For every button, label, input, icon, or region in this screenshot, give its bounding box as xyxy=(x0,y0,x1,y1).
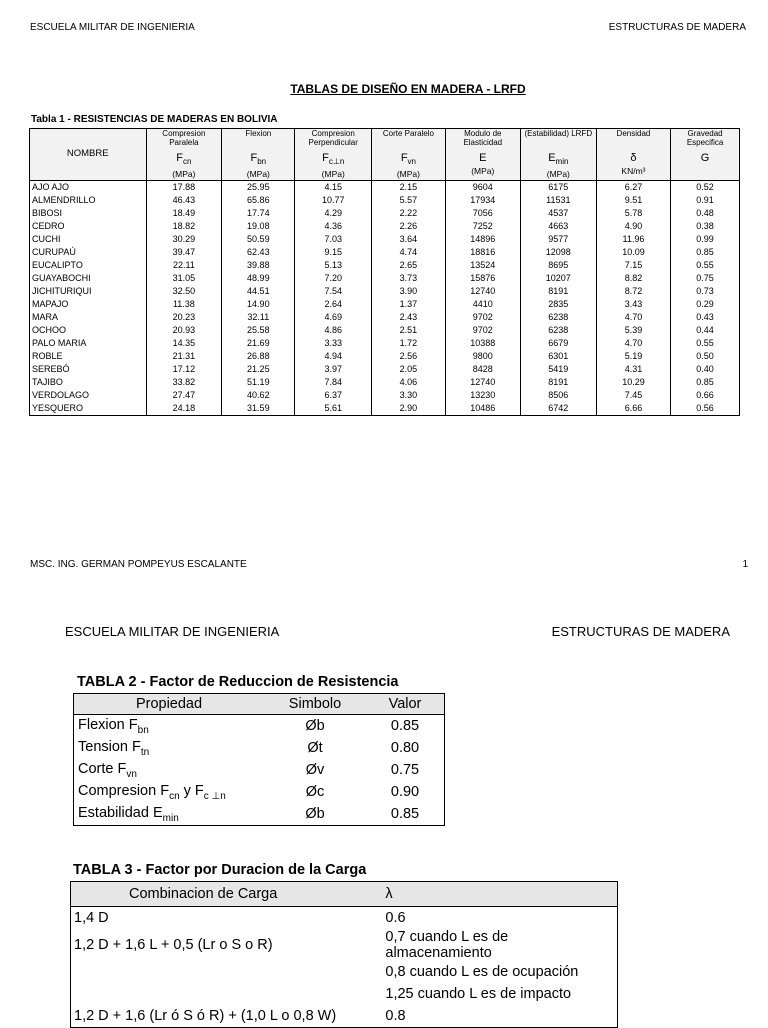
value-cell: 8695 xyxy=(520,259,596,272)
col-header-unit: (MPa) xyxy=(546,168,570,179)
value-cell: 12098 xyxy=(520,246,596,259)
col-header-2 xyxy=(222,129,295,181)
value-cell: 3.33 xyxy=(295,337,372,350)
lambda-cell: 1,25 cuando L es de impacto xyxy=(385,986,572,1002)
table-row xyxy=(30,220,740,233)
value-cell: 13230 xyxy=(445,389,520,402)
value-cell: 18.49 xyxy=(146,207,222,220)
table3-header-row xyxy=(71,882,618,907)
value-cell: 0.48 xyxy=(671,207,740,220)
value-cell: 4.74 xyxy=(372,246,446,259)
value-cell: 4.70 xyxy=(596,311,670,324)
value-cell: 33.82 xyxy=(146,376,222,389)
value-cell: 25.95 xyxy=(222,181,295,195)
table2-header-row xyxy=(74,694,445,715)
value-cell: 8.82 xyxy=(596,272,670,285)
value-cell: 21.69 xyxy=(222,337,295,350)
value-cell: 2.56 xyxy=(372,350,446,363)
value-cell: 27.47 xyxy=(146,389,222,402)
table3-caption: TABLA 3 - Factor por Duracion de la Carga xyxy=(73,862,367,878)
lambda-cell: 0.6 xyxy=(385,910,406,926)
value-cell: 6301 xyxy=(520,350,596,363)
value-cell: 10486 xyxy=(445,402,520,416)
value-cell: 8191 xyxy=(520,376,596,389)
value-cell: 65.86 xyxy=(222,194,295,207)
col-header-symbol: $F_{c\perp n}$ xyxy=(322,152,345,167)
value-cell: 0.85 xyxy=(671,246,740,259)
value-cell: 1.72 xyxy=(372,337,446,350)
value-cell: 32.50 xyxy=(146,285,222,298)
value-cell: 0.90 xyxy=(390,784,420,800)
value-cell: 0.56 xyxy=(671,402,740,416)
wood-name-cell: OCHOO xyxy=(30,324,147,337)
value-cell: 0.38 xyxy=(671,220,740,233)
value-cell: 20.93 xyxy=(146,324,222,337)
table2-row xyxy=(74,803,445,826)
value-cell: 6175 xyxy=(520,181,596,195)
table3-header-cell: Combinacion de Carga xyxy=(71,882,383,907)
col-header-subscript: min xyxy=(555,157,569,167)
symbol-cell: Øb xyxy=(305,806,325,822)
wood-name-cell: GUAYABOCHI xyxy=(30,272,147,285)
value-cell: 0.52 xyxy=(671,181,740,195)
value-cell: 17.74 xyxy=(222,207,295,220)
col-header-unit: (MPa) xyxy=(396,168,420,179)
value-cell: 4.90 xyxy=(596,220,670,233)
value-cell: 6238 xyxy=(520,324,596,337)
table-row xyxy=(30,207,740,220)
combination-cell: 1,2 D + 1,6 (Lr ó S ó R) + (1,0 L o 0,8 W) xyxy=(74,1008,337,1024)
col-header-symbol: δ xyxy=(630,152,637,164)
value-cell: 50.59 xyxy=(222,233,295,246)
value-cell: 5.39 xyxy=(596,324,670,337)
combination-cell: 1,4 D xyxy=(74,910,109,926)
value-cell: 31.59 xyxy=(222,402,295,416)
value-cell: 6742 xyxy=(520,402,596,416)
col-header-label: Densidad xyxy=(616,129,651,138)
col-header-label: Compresion Perpendicular xyxy=(308,129,358,147)
property-subscript: min xyxy=(162,812,179,824)
wood-name-cell: MARA xyxy=(30,311,147,324)
col-header-4 xyxy=(372,129,446,181)
value-cell: 2.22 xyxy=(372,207,446,220)
table2-header-cell: Simbolo xyxy=(264,694,366,715)
value-cell: 1.37 xyxy=(372,298,446,311)
symbol-cell: Øv xyxy=(305,762,325,778)
value-cell: 24.18 xyxy=(146,402,222,416)
property-subscript: bn xyxy=(137,724,149,736)
value-cell: 8191 xyxy=(520,285,596,298)
value-cell: 25.58 xyxy=(222,324,295,337)
value-cell: 12740 xyxy=(445,376,520,389)
value-cell: 0.50 xyxy=(671,350,740,363)
page1-header-right: ESTRUCTURAS DE MADERA xyxy=(608,22,746,33)
value-cell: 2.64 xyxy=(295,298,372,311)
value-cell: 9604 xyxy=(445,181,520,195)
value-cell: 2.65 xyxy=(372,259,446,272)
value-cell: 0.55 xyxy=(671,259,740,272)
value-cell: 0.43 xyxy=(671,311,740,324)
value-cell: 6.66 xyxy=(596,402,670,416)
value-cell: 7.54 xyxy=(295,285,372,298)
property-cell: Corte $F_{vn}$ xyxy=(78,760,137,780)
value-cell: 17934 xyxy=(445,194,520,207)
value-cell: 10.77 xyxy=(295,194,372,207)
col-header-1 xyxy=(146,129,222,181)
table-row xyxy=(30,194,740,207)
wood-name-cell: ALMENDRILLO xyxy=(30,194,147,207)
wood-name-cell: AJO AJO xyxy=(30,181,147,195)
value-cell: 11.96 xyxy=(596,233,670,246)
lambda-cell: 0,8 cuando L es de ocupación xyxy=(385,964,579,980)
value-cell: 0.85 xyxy=(671,376,740,389)
value-cell: 48.99 xyxy=(222,272,295,285)
value-cell: 40.62 xyxy=(222,389,295,402)
value-cell: 2.51 xyxy=(372,324,446,337)
wood-name-cell: EUCALIPTO xyxy=(30,259,147,272)
table2-header-cell: Valor xyxy=(366,694,445,715)
value-cell: 7.15 xyxy=(596,259,670,272)
value-cell: 21.31 xyxy=(146,350,222,363)
value-cell: 44.51 xyxy=(222,285,295,298)
wood-name-cell: CUCHI xyxy=(30,233,147,246)
col-header-label: Corte Paralelo xyxy=(382,129,434,138)
value-cell: 31.05 xyxy=(146,272,222,285)
value-cell: 17.88 xyxy=(146,181,222,195)
property-subscript: tn xyxy=(140,746,150,758)
table-row xyxy=(30,324,740,337)
table-row xyxy=(30,363,740,376)
value-cell: 7056 xyxy=(445,207,520,220)
value-cell: 14896 xyxy=(445,233,520,246)
page2-header-left: ESCUELA MILITAR DE INGENIERIA xyxy=(65,624,280,639)
table2-caption: TABLA 2 - Factor de Reduccion de Resistencia xyxy=(77,674,399,690)
wood-name-cell: VERDOLAGO xyxy=(30,389,147,402)
table3-row xyxy=(71,983,618,1005)
value-cell: 2.05 xyxy=(372,363,446,376)
value-cell: 5.13 xyxy=(295,259,372,272)
value-cell: 4.94 xyxy=(295,350,372,363)
value-cell: 4663 xyxy=(520,220,596,233)
value-cell: 26.88 xyxy=(222,350,295,363)
value-cell: 6.27 xyxy=(596,181,670,195)
load-duration-table xyxy=(70,881,618,1028)
combination-cell xyxy=(71,961,383,983)
table-row xyxy=(30,402,740,416)
value-cell: 8.72 xyxy=(596,285,670,298)
value-cell: 4.15 xyxy=(295,181,372,195)
col-header-subscript: c⊥n xyxy=(328,157,345,167)
value-cell: 9800 xyxy=(445,350,520,363)
value-cell: 5.57 xyxy=(372,194,446,207)
col-header-subscript: bn xyxy=(257,157,267,167)
table2-row xyxy=(74,715,445,738)
value-cell: 7.20 xyxy=(295,272,372,285)
value-cell: 2.26 xyxy=(372,220,446,233)
wood-name-cell: BIBOSI xyxy=(30,207,147,220)
value-cell: 62.43 xyxy=(222,246,295,259)
table-row xyxy=(30,233,740,246)
value-cell: 0.75 xyxy=(671,272,740,285)
property-subscript: cn xyxy=(169,790,180,802)
page2-header-right: ESTRUCTURAS DE MADERA xyxy=(551,624,730,639)
table-row xyxy=(30,311,740,324)
value-cell: 7.84 xyxy=(295,376,372,389)
value-cell: 22.11 xyxy=(146,259,222,272)
value-cell: 0.85 xyxy=(390,718,420,734)
value-cell: 18816 xyxy=(445,246,520,259)
col-header-label: Modulo de Elasticidad xyxy=(463,129,503,147)
table3-row xyxy=(71,961,618,983)
col-header-unit: (MPa) xyxy=(321,168,345,179)
value-cell: 2.43 xyxy=(372,311,446,324)
page1-footer-author: MSC. ING. GERMAN POMPEYUS ESCALANTE xyxy=(30,559,247,570)
table3-header-cell: λ xyxy=(382,882,617,907)
table-row xyxy=(30,259,740,272)
table-row xyxy=(30,298,740,311)
table1-caption: Tabla 1 - RESISTENCIAS DE MADERAS EN BOLIVIA xyxy=(31,114,278,125)
value-cell: 15876 xyxy=(445,272,520,285)
symbol-cell: Øt xyxy=(307,740,323,756)
value-cell: 30.29 xyxy=(146,233,222,246)
value-cell: 20.23 xyxy=(146,311,222,324)
property-cell: Flexion $F_{bn}$ xyxy=(78,716,149,736)
table1-header-row xyxy=(30,129,740,181)
table2-header-cell: Propiedad xyxy=(74,694,265,715)
col-header-subscript: cn xyxy=(183,157,192,167)
value-cell: 32.11 xyxy=(222,311,295,324)
value-cell: 0.55 xyxy=(671,337,740,350)
lambda-cell: 0.8 xyxy=(385,1008,406,1024)
wood-resistance-table xyxy=(29,128,740,416)
value-cell: 4.69 xyxy=(295,311,372,324)
table-row xyxy=(30,246,740,259)
value-cell: 9702 xyxy=(445,324,520,337)
col-header-symbol: E xyxy=(479,152,487,164)
value-cell: 0.99 xyxy=(671,233,740,246)
value-cell: 0.75 xyxy=(390,762,420,778)
table-row xyxy=(30,285,740,298)
value-cell: 3.43 xyxy=(596,298,670,311)
value-cell: 10207 xyxy=(520,272,596,285)
value-cell: 46.43 xyxy=(146,194,222,207)
table3-row xyxy=(71,907,618,930)
col-header-5 xyxy=(445,129,520,181)
value-cell: 9.51 xyxy=(596,194,670,207)
value-cell: 8428 xyxy=(445,363,520,376)
page-title: TABLAS DE DISEÑO EN MADERA - LRFD xyxy=(290,82,526,96)
symbol-cell: Øb xyxy=(305,718,325,734)
value-cell: 3.73 xyxy=(372,272,446,285)
property-subscript: c ⊥n xyxy=(203,790,226,802)
value-cell: 5.19 xyxy=(596,350,670,363)
value-cell: 4.70 xyxy=(596,337,670,350)
col-header-7 xyxy=(596,129,670,181)
value-cell: 6679 xyxy=(520,337,596,350)
value-cell: 10388 xyxy=(445,337,520,350)
symbol-cell: Øc xyxy=(305,784,325,800)
wood-name-cell: PALO MARIA xyxy=(30,337,147,350)
value-cell: 4.86 xyxy=(295,324,372,337)
wood-name-cell: MAPAJO xyxy=(30,298,147,311)
value-cell: 4537 xyxy=(520,207,596,220)
value-cell: 13524 xyxy=(445,259,520,272)
value-cell: 11.38 xyxy=(146,298,222,311)
value-cell: 0.44 xyxy=(671,324,740,337)
value-cell: 12740 xyxy=(445,285,520,298)
value-cell: 4410 xyxy=(445,298,520,311)
col-header-unit: (MPa) xyxy=(246,168,270,179)
col-header-8 xyxy=(671,129,740,181)
value-cell: 10.29 xyxy=(596,376,670,389)
wood-name-cell: ROBLE xyxy=(30,350,147,363)
value-cell: 4.31 xyxy=(596,363,670,376)
property-subscript: vn xyxy=(126,768,137,780)
col-header-unit: (MPa) xyxy=(172,168,196,179)
value-cell: 9577 xyxy=(520,233,596,246)
col-header-unit: (MPa) xyxy=(471,166,495,177)
col-header-6 xyxy=(520,129,596,181)
value-cell: 18.82 xyxy=(146,220,222,233)
col-header-symbol: $F_{cn}$ xyxy=(176,152,192,167)
value-cell: 6238 xyxy=(520,311,596,324)
value-cell: 39.47 xyxy=(146,246,222,259)
value-cell: 8506 xyxy=(520,389,596,402)
col-header-symbol: $F_{vn}$ xyxy=(400,152,416,167)
value-cell: 7.45 xyxy=(596,389,670,402)
wood-name-cell: JICHITURIQUI xyxy=(30,285,147,298)
value-cell: 11531 xyxy=(520,194,596,207)
property-cell: Estabilidad $E_{min}$ xyxy=(78,804,179,824)
value-cell: 3.90 xyxy=(372,285,446,298)
value-cell: 7.03 xyxy=(295,233,372,246)
value-cell: 14.90 xyxy=(222,298,295,311)
col-header-symbol: G xyxy=(700,152,710,164)
value-cell: 9702 xyxy=(445,311,520,324)
table2-row xyxy=(74,737,445,759)
property-cell: Compresion $F_{cn}$ y $F_{c \perp n}$ xyxy=(78,782,226,802)
value-cell: 14.35 xyxy=(146,337,222,350)
table3-row xyxy=(71,929,618,961)
col-header-label: Flexion xyxy=(245,129,272,138)
col-header-unit: KN/m³ xyxy=(621,166,646,177)
value-cell: 0.66 xyxy=(671,389,740,402)
value-cell: 39.88 xyxy=(222,259,295,272)
wood-name-cell: CEDRO xyxy=(30,220,147,233)
col-header-3 xyxy=(295,129,372,181)
value-cell: 21.25 xyxy=(222,363,295,376)
table2-row xyxy=(74,759,445,781)
value-cell: 4.29 xyxy=(295,207,372,220)
value-cell: 0.85 xyxy=(390,806,420,822)
page1-header-left: ESCUELA MILITAR DE INGENIERIA xyxy=(30,22,195,33)
page-number: 1 xyxy=(742,559,748,570)
col-header-subscript: vn xyxy=(407,157,416,167)
wood-name-cell: YESQUERO xyxy=(30,402,147,416)
value-cell: 3.30 xyxy=(372,389,446,402)
table3-row xyxy=(71,1005,618,1028)
value-cell: 4.06 xyxy=(372,376,446,389)
value-cell: 5419 xyxy=(520,363,596,376)
col-header-label: Compresion Paralela xyxy=(162,129,206,147)
table2-row xyxy=(74,781,445,803)
table-row xyxy=(30,376,740,389)
value-cell: 0.29 xyxy=(671,298,740,311)
property-cell: Tension $F_{tn}$ xyxy=(78,738,150,758)
value-cell: 3.64 xyxy=(372,233,446,246)
value-cell: 9.15 xyxy=(295,246,372,259)
value-cell: 0.73 xyxy=(671,285,740,298)
col-header-symbol: $F_{bn}$ xyxy=(250,152,267,167)
wood-name-cell: CURUPAÚ xyxy=(30,246,147,259)
lambda-cell: 0,7 cuando L es de almacenamiento xyxy=(385,929,509,961)
value-cell: 7252 xyxy=(445,220,520,233)
value-cell: 5.61 xyxy=(295,402,372,416)
table-row xyxy=(30,181,740,195)
value-cell: 19.08 xyxy=(222,220,295,233)
combination-cell: 1,2 D + 1,6 L + 0,5 (Lr o S o R) xyxy=(74,937,273,953)
table-row xyxy=(30,350,740,363)
value-cell: 10.09 xyxy=(596,246,670,259)
col-header-symbol: $E_{min}$ xyxy=(548,152,569,167)
value-cell: 6.37 xyxy=(295,389,372,402)
value-cell: 2.90 xyxy=(372,402,446,416)
value-cell: 3.97 xyxy=(295,363,372,376)
value-cell: 0.91 xyxy=(671,194,740,207)
wood-name-cell: TAJIBO xyxy=(30,376,147,389)
value-cell: 0.80 xyxy=(390,740,420,756)
value-cell: 4.36 xyxy=(295,220,372,233)
value-cell: 0.40 xyxy=(671,363,740,376)
value-cell: 2.15 xyxy=(372,181,446,195)
table-row xyxy=(30,389,740,402)
value-cell: 2835 xyxy=(520,298,596,311)
value-cell: 17.12 xyxy=(146,363,222,376)
value-cell: 51.19 xyxy=(222,376,295,389)
table-row xyxy=(30,272,740,285)
table-row xyxy=(30,337,740,350)
col-header-label: (Estabilidad) LRFD xyxy=(524,129,593,138)
combination-cell xyxy=(71,983,383,1005)
col-header-label: Gravedad Especifica xyxy=(686,129,724,147)
reduction-factor-table xyxy=(73,693,445,826)
col-header-nombre: NOMBRE xyxy=(30,129,147,181)
wood-name-cell: SEREBÓ xyxy=(30,363,147,376)
value-cell: 5.78 xyxy=(596,207,670,220)
